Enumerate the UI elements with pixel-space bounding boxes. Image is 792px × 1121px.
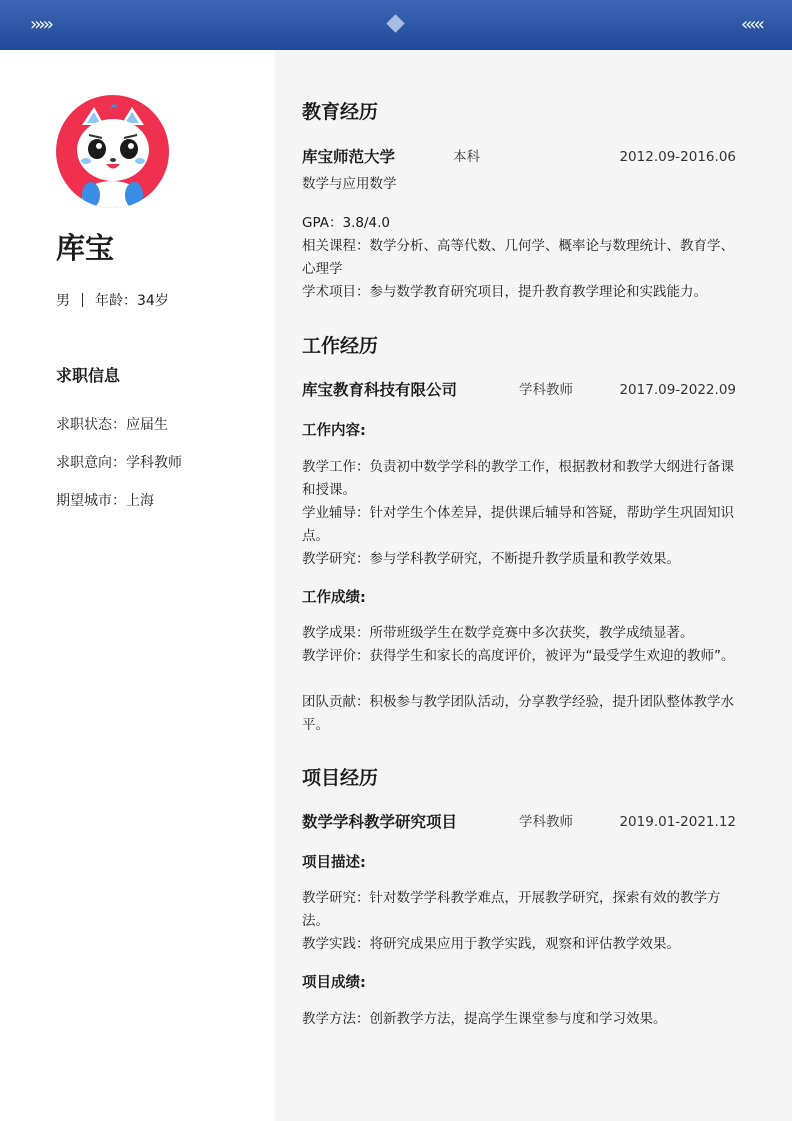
work-role: 学科教师 [519, 382, 573, 398]
courses: 相关课程：数学分析、高等代数、几何学、概率论与数理统计、教育学、心理学 [302, 238, 734, 277]
project-title: 项目经历 [302, 767, 379, 789]
school-name: 库宝师范大学 [302, 148, 396, 166]
project-desc-item: 教学实践：将研究成果应用于教学实践，观察和评估教学效果。 [302, 936, 680, 952]
work-period: 2017.09-2022.09 [619, 382, 736, 398]
work-achievement-item: 教学成果：所带班级学生在数学竞赛中多次获奖，教学成绩显著。 [302, 625, 694, 641]
work-content-item: 学业辅导：针对学生个体差异，提供课后辅导和答疑，帮助学生巩固知识点。 [302, 505, 734, 544]
work-title: 工作经历 [302, 335, 379, 357]
project-result-item: 教学方法：创新教学方法，提高学生课堂参与度和学习效果。 [302, 1011, 667, 1027]
main-content [275, 50, 792, 1121]
chevrons-left-icon: ‹‹‹‹‹ [741, 14, 762, 35]
work-achievement-item: 教学评价：获得学生和家长的高度评价，被评为“最受学生欢迎的教师”。 [302, 648, 735, 664]
project-desc-item: 教学研究：针对数学学科教学难点，开展教学研究，探索有效的教学方法。 [302, 890, 721, 929]
work-achievement-title: 工作成绩: [302, 590, 366, 606]
project-role: 学科教师 [519, 814, 573, 830]
major: 数学与应用数学 [302, 176, 397, 192]
gpa: GPA：3.8/4.0 [302, 215, 390, 231]
job-intent-title: 求职信息 [56, 366, 121, 385]
expected-city: 期望城市：上海 [56, 493, 154, 509]
divider [82, 293, 83, 307]
sidebar [0, 50, 275, 1121]
company-name: 库宝教育科技有限公司 [302, 381, 458, 399]
project-name: 数学学科教学研究项目 [302, 813, 458, 831]
work-achievement-item: 团队贡献：积极参与教学团队活动，分享教学经验，提升团队整体教学水平。 [302, 694, 734, 733]
job-intent: 求职意向：学科教师 [56, 455, 182, 471]
chevrons-right-icon: ››››› [30, 14, 51, 35]
project-desc-title: 项目描述: [302, 855, 366, 871]
cat-mascot-icon [56, 95, 169, 208]
education-title: 教育经历 [302, 101, 379, 123]
education-period: 2012.09-2016.06 [619, 149, 736, 165]
project-result-title: 项目成绩: [302, 975, 366, 991]
degree: 本科 [453, 149, 480, 165]
profile-name: 库宝 [56, 231, 115, 265]
project-period: 2019.01-2021.12 [619, 814, 736, 830]
work-content-title: 工作内容: [302, 423, 366, 439]
basic-info [56, 290, 169, 312]
avatar [56, 95, 169, 208]
work-content-item: 教学研究：参与学科教学研究，不断提升教学质量和教学效果。 [302, 551, 680, 567]
diamond-icon [386, 14, 404, 32]
header-bar [0, 0, 792, 50]
work-content-item: 教学工作：负责初中数学学科的教学工作，根据教材和教学大纲进行备课和授课。 [302, 459, 734, 498]
gender: 男 [56, 293, 70, 309]
job-status: 求职状态：应届生 [56, 417, 168, 433]
academic-project: 学术项目：参与数学教育研究项目，提升教育教学理论和实践能力。 [302, 284, 707, 300]
age: 年龄：34岁 [95, 293, 169, 309]
